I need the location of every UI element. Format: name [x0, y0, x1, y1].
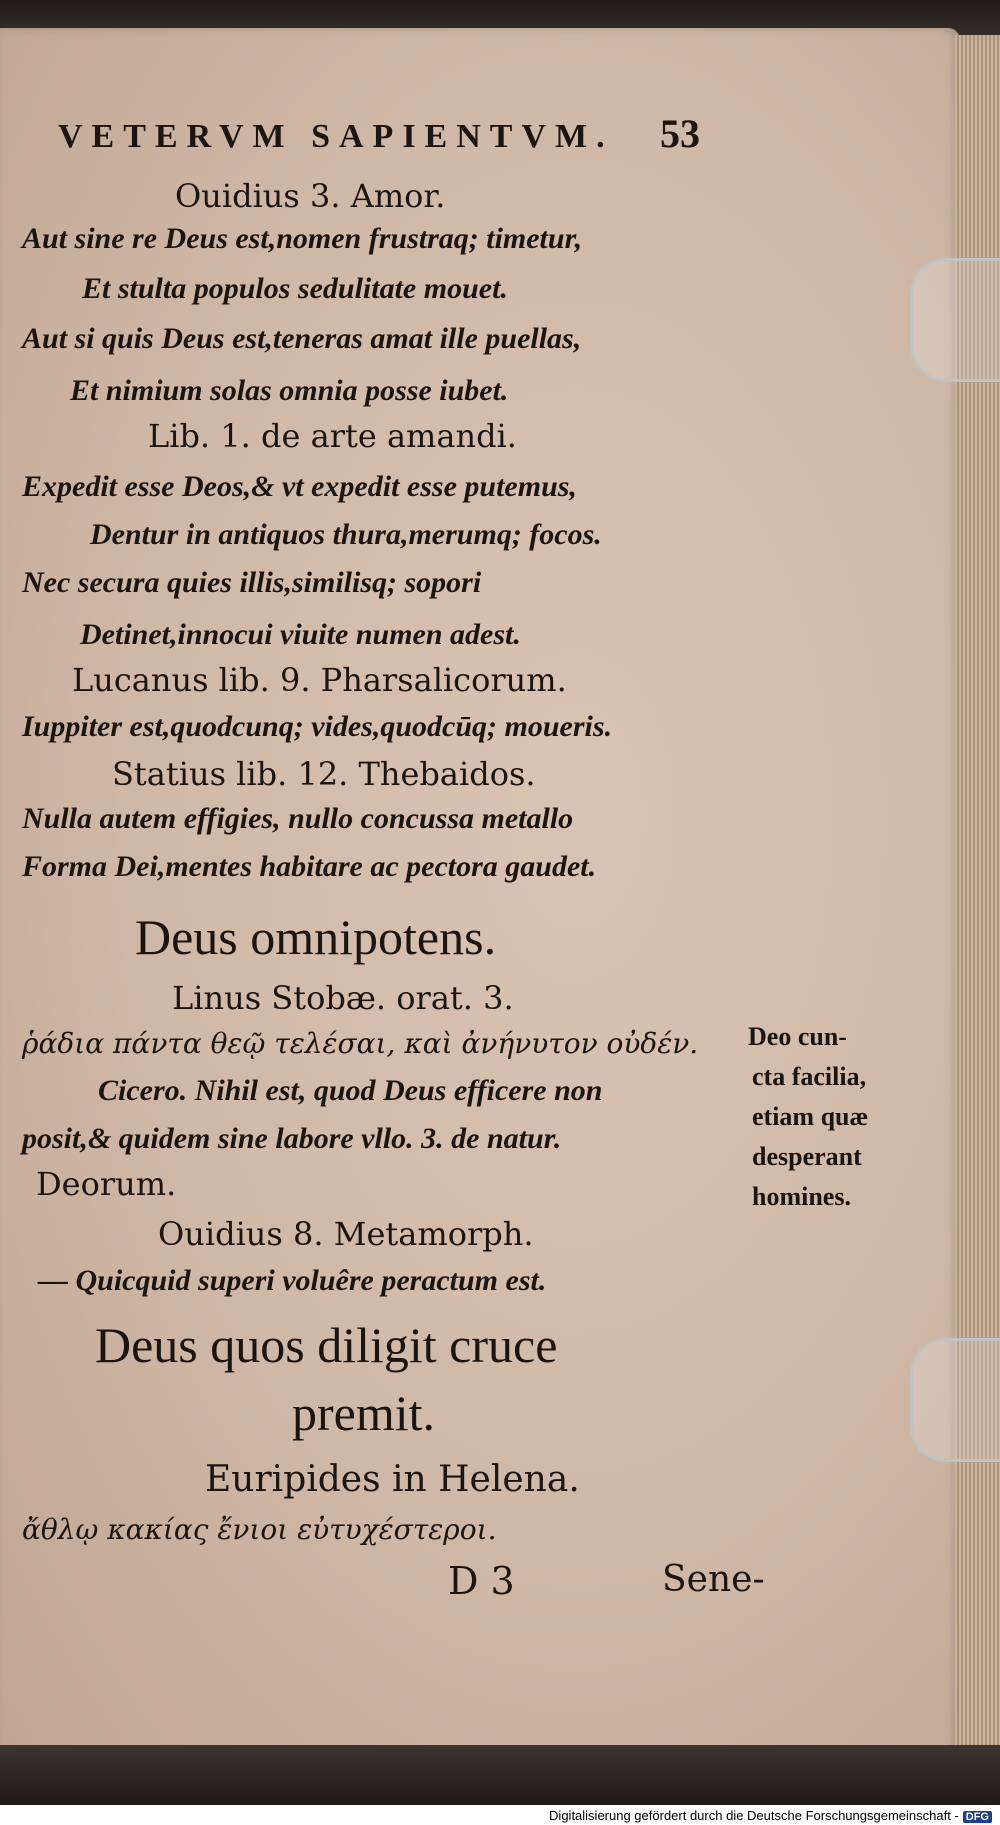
dfg-logo: DFG: [963, 1811, 992, 1823]
verse-line: Forma Dei,mentes habitare ac pectora gaudet.: [22, 850, 597, 883]
verse-line: Dentur in antiquos thura,merumq; focos.: [90, 518, 602, 551]
verse-line: Nulla autem effigies, nullo concussa metallo: [22, 802, 574, 835]
source-heading: Lucanus lib. 9. Pharsalicorum.: [72, 661, 567, 699]
source-heading: Statius lib. 12. Thebaidos.: [112, 755, 536, 793]
verse-line: Aut sine re Deus est,nomen frustraq; timetur,: [22, 222, 583, 255]
page-number: 53: [660, 111, 700, 156]
side-note-line: cta facilia,: [752, 1062, 867, 1091]
verse-line: Iuppiter est,quodcunq; vides,quodcūq; moueris.: [22, 710, 613, 743]
book-bottom-edge: [0, 1745, 1000, 1805]
greek-line: ῥάδια πάντα θεῷ τελέσαι, καὶ ἀνήνυτον οὐδέν.: [22, 1027, 699, 1060]
verse-line: Et stulta populos sedulitate mouet.: [82, 272, 508, 305]
source-heading: Ouidius 8. Metamorph.: [158, 1215, 534, 1253]
footer-credit-text: Digitalisierung gefördert durch die Deutsche Forschungsgemeinschaft -: [549, 1808, 959, 1823]
verse-line: Detinet,innocui viuite numen adest.: [80, 618, 521, 651]
prose-line: Cicero. Nihil est, quod Deus efficere non: [98, 1074, 603, 1107]
side-note-line: Deo cun-: [748, 1022, 847, 1051]
source-heading: Linus Stobæ. orat. 3.: [172, 979, 514, 1017]
verse-line: Aut si quis Deus est,teneras amat ille puellas,: [22, 322, 582, 355]
prose-line: Deorum.: [36, 1165, 177, 1203]
signature-mark: D 3: [448, 1559, 515, 1603]
verse-line: Et nimium solas omnia posse iubet.: [70, 374, 509, 407]
section-title-continued: premit.: [292, 1385, 436, 1441]
verse-line: Expedit esse Deos,& vt expedit esse putemus,: [22, 470, 577, 503]
catchword: Sene-: [662, 1559, 765, 1600]
prose-line: posit,& quidem sine labore vllo. 3. de natur.: [22, 1122, 562, 1155]
page-clip-bottom: [910, 1338, 1000, 1462]
side-note-line: homines.: [752, 1182, 851, 1211]
source-heading: Euripides in Helena.: [205, 1459, 580, 1500]
footer-credit: [549, 1808, 992, 1823]
section-title: Deus quos diligit cruce: [95, 1317, 558, 1373]
side-note-line: desperant: [752, 1142, 862, 1171]
page-clip-top: [910, 258, 1000, 382]
running-title: VETERVM SAPIENTVM.: [58, 118, 614, 155]
section-title: Deus omnipotens.: [135, 909, 497, 965]
verse-line: — Quicquid superi voluêre peractum est.: [38, 1264, 547, 1297]
verse-line: Nec secura quies illis,similisq; sopori: [22, 566, 482, 599]
greek-line: ἄθλῳ κακίας ἔνιοι εὐτυχέστεροι.: [22, 1513, 497, 1546]
source-heading: Lib. 1. de arte amandi.: [148, 417, 517, 455]
side-note-line: etiam quæ: [752, 1102, 869, 1131]
source-heading: Ouidius 3. Amor.: [175, 177, 446, 215]
